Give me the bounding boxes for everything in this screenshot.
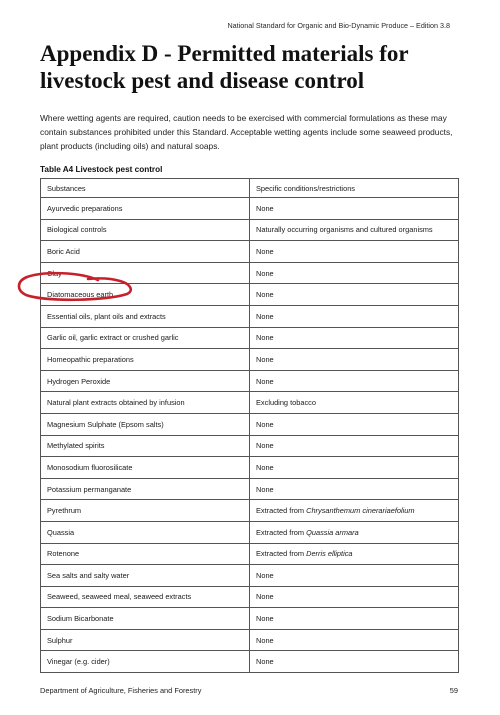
condition-cell: None (250, 413, 459, 435)
substance-cell: Sulphur (41, 629, 250, 651)
substance-cell: Essential oils, plant oils and extracts (41, 305, 250, 327)
condition-cell (250, 500, 459, 522)
substance-cell: Methylated spirits (41, 435, 250, 457)
condition-cell: None (250, 241, 459, 263)
condition-prefix: Extracted from (256, 549, 307, 559)
substance-cell: Potassium permanganate (41, 478, 250, 500)
condition-species-name: Chrysanthemum cinerariaefolium (306, 506, 415, 516)
condition-prefix: Extracted from (256, 506, 307, 516)
substance-cell: Ayurvedic preparations (41, 198, 250, 220)
substance-cell: Hydrogen Peroxide (41, 370, 250, 392)
substance-cell: Garlic oil, garlic extract or crushed garlic (41, 327, 250, 349)
substance-cell: Seaweed, seaweed meal, seaweed extracts (41, 586, 250, 608)
condition-cell: None (250, 262, 459, 284)
table-row (41, 608, 459, 630)
table-row (41, 478, 459, 500)
table-row (41, 262, 459, 284)
substance-cell: Magnesium Sulphate (Epsom salts) (41, 413, 250, 435)
condition-cell (250, 543, 459, 565)
table-row (41, 543, 459, 565)
running-header: National Standard for Organic and Bio-Dynamic Produce – Edition 3.8 (227, 21, 450, 30)
condition-cell: None (250, 457, 459, 479)
condition-cell: None (250, 565, 459, 587)
substance-cell: Rotenone (41, 543, 250, 565)
condition-cell: None (250, 608, 459, 630)
column-header-substances: Substances (41, 179, 250, 198)
substance-cell: Boric Acid (41, 241, 250, 263)
table-row (41, 435, 459, 457)
table-row (41, 457, 459, 479)
condition-prefix: Extracted from (256, 527, 307, 537)
intro-paragraph: Where wetting agents are required, caution needs to be exercised with commercial formulations as these may contain substances prohibited under this Standard. Acceptable wetting agents include some seaweed products, plant products (including oils) and natural soaps. (40, 113, 453, 151)
condition-cell: None (250, 651, 459, 673)
table-row (41, 305, 459, 327)
condition-cell (250, 521, 459, 543)
condition-cell: None (250, 284, 459, 306)
table-row (41, 500, 459, 522)
table-row (41, 586, 459, 608)
table-row (41, 241, 459, 263)
condition-cell: None (250, 435, 459, 457)
livestock-pest-control-table (40, 178, 459, 673)
substance-cell: Sodium Bicarbonate (41, 608, 250, 630)
substance-cell: Clay (41, 262, 250, 284)
table-row (41, 392, 459, 414)
condition-species-name: Quassia armara (306, 527, 359, 537)
table-row (41, 521, 459, 543)
condition-cell: None (250, 327, 459, 349)
substance-cell: Vinegar (e.g. cider) (41, 651, 250, 673)
table-row (41, 327, 459, 349)
table-row (41, 413, 459, 435)
substance-cell: Homeopathic preparations (41, 349, 250, 371)
column-header-conditions: Specific conditions/restrictions (250, 179, 459, 198)
condition-cell: None (250, 370, 459, 392)
substance-cell: Natural plant extracts obtained by infusion (41, 392, 250, 414)
substance-cell: Biological controls (41, 219, 250, 241)
condition-cell: None (250, 305, 459, 327)
table-row (41, 370, 459, 392)
condition-cell: None (250, 349, 459, 371)
page-title: Appendix D - Permitted materials for livestock pest and disease control (40, 41, 409, 93)
table-row (41, 651, 459, 673)
condition-cell: Naturally occurring organisms and cultured organisms (250, 219, 459, 241)
table-caption: Table A4 Livestock pest control (40, 165, 163, 174)
condition-cell: None (250, 629, 459, 651)
condition-cell: None (250, 478, 459, 500)
condition-cell: None (250, 198, 459, 220)
substance-cell: Quassia (41, 521, 250, 543)
substance-cell: Sea salts and salty water (41, 565, 250, 587)
footer-department: Department of Agriculture, Fisheries and Forestry (40, 686, 202, 695)
footer-page-number: 59 (449, 686, 458, 695)
table-row (41, 284, 459, 306)
table-row (41, 629, 459, 651)
condition-cell: None (250, 586, 459, 608)
substance-cell: Pyrethrum (41, 500, 250, 522)
condition-species-name: Derris elliptica (306, 549, 353, 559)
table-row (41, 219, 459, 241)
condition-cell: Excluding tobacco (250, 392, 459, 414)
table-row (41, 198, 459, 220)
table-header-row (41, 179, 459, 198)
substance-cell: Diatomaceous earth (41, 284, 250, 306)
substance-cell: Monosodium fluorosilicate (41, 457, 250, 479)
table-row (41, 565, 459, 587)
table-row (41, 349, 459, 371)
